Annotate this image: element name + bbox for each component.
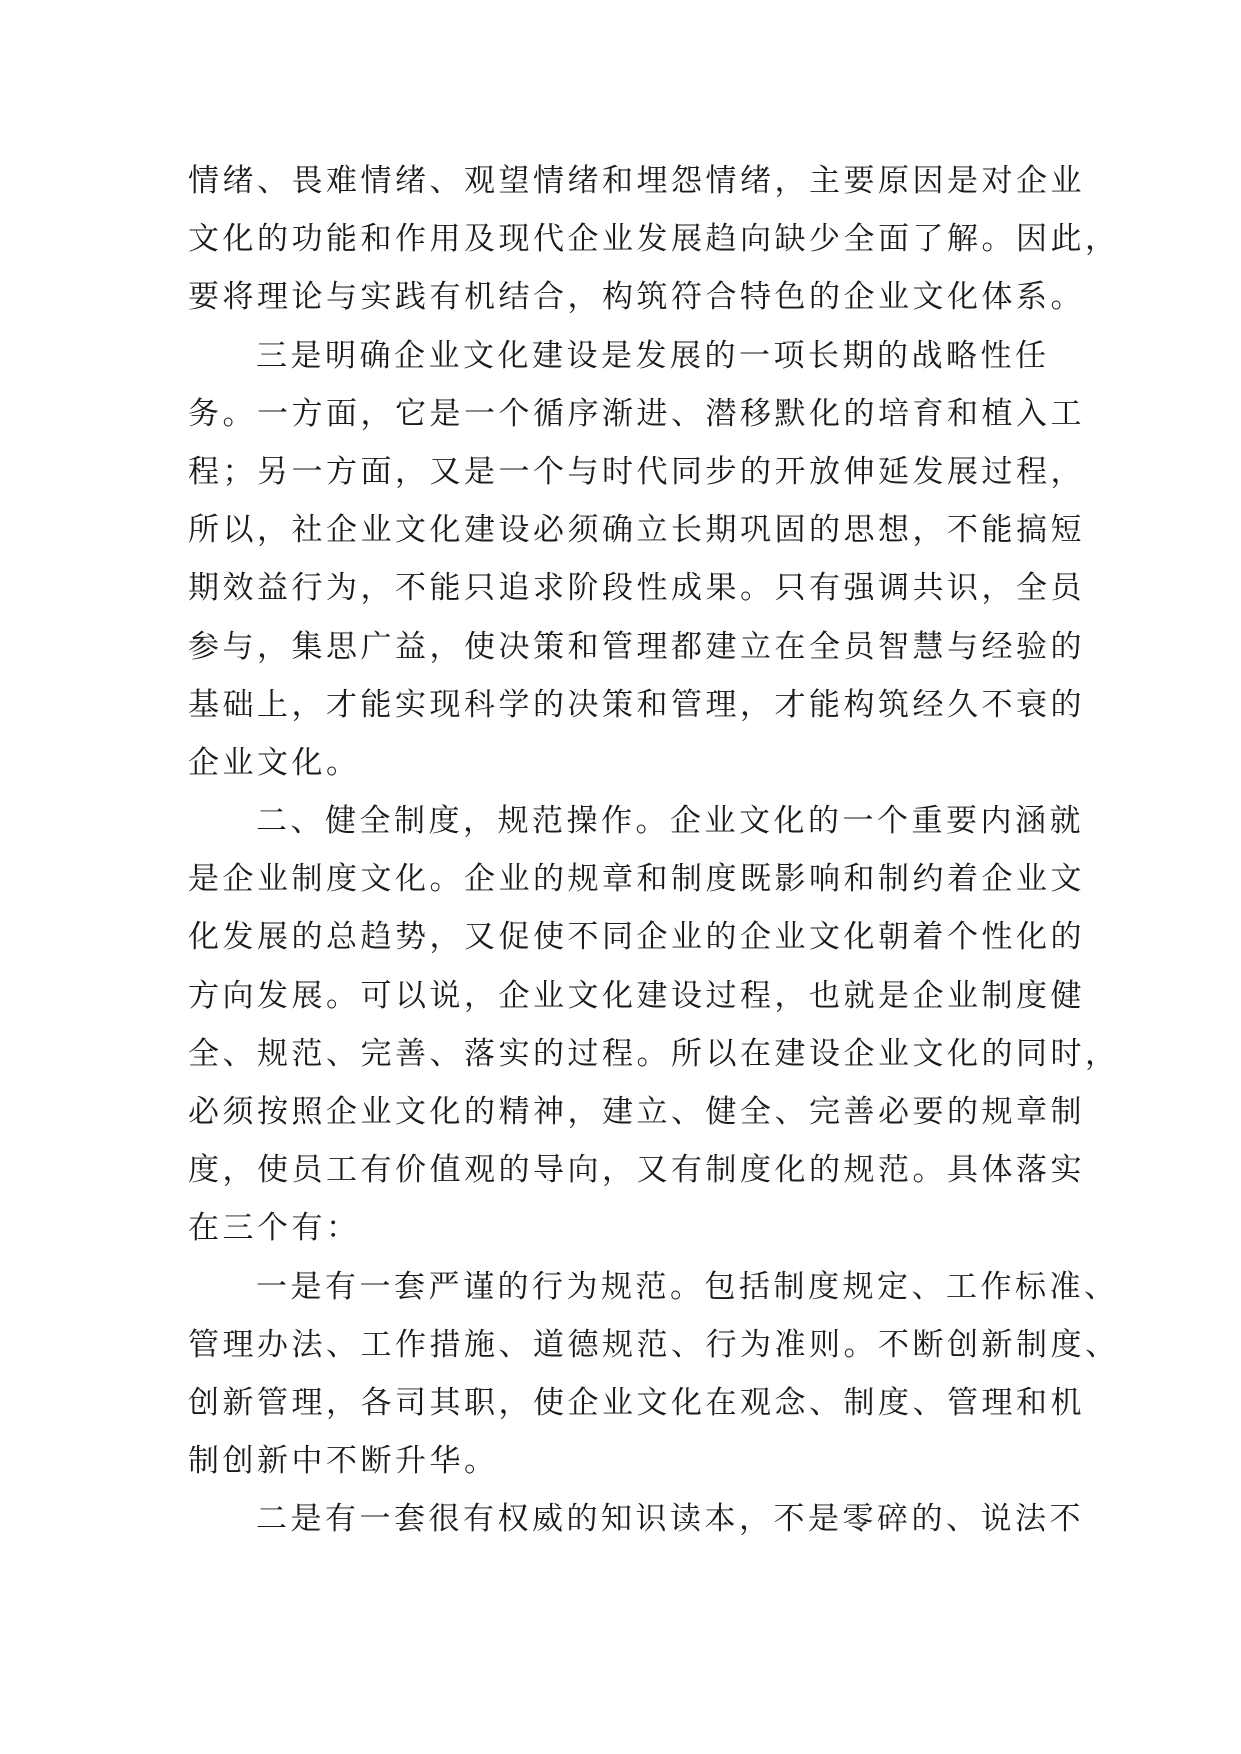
text-line: 情绪、畏难情绪、观望情绪和埋怨情绪，主要原因是对企业 xyxy=(188,163,1085,199)
text-line: 务。一方面，它是一个循序渐进、潜移默化的培育和植入工 xyxy=(188,395,1085,432)
text-line: 度，使员工有价值观的导向，又有制度化的规范。具体落实 xyxy=(188,1152,1085,1189)
text-line: 是企业制度文化。企业的规章和制度既影响和制约着企业文 xyxy=(188,861,1085,898)
text-line: 要将理论与实践有机结合，构筑符合特色的企业文化体系。 xyxy=(188,279,1085,316)
text-line: 参与，集思广益，使决策和管理都建立在全员智慧与经验的 xyxy=(188,628,1085,665)
paragraph-first-line: 一是有一套严谨的行为规范。包括制度规定、工作标准、 xyxy=(256,1268,1119,1305)
paragraph-first-line: 二是有一套很有权威的知识读本，不是零碎的、说法不 xyxy=(256,1501,1084,1538)
text-line: 化发展的总趋势，又促使不同企业的企业文化朝着个性化的 xyxy=(188,919,1085,956)
text-line: 必须按照企业文化的精神，建立、健全、完善必要的规章制 xyxy=(188,1094,1085,1130)
paragraph-first-line: 三是明确企业文化建设是发展的一项长期的战略性任 xyxy=(256,337,1050,374)
text-line: 管理办法、工作措施、道德规范、行为准则。不断创新制度、 xyxy=(188,1326,1120,1363)
text-line: 全、规范、完善、落实的过程。所以在建设企业文化的同时， xyxy=(188,1035,1120,1072)
text-line: 文化的功能和作用及现代企业发展趋向缺少全面了解。因此， xyxy=(188,221,1120,258)
document-body-text xyxy=(188,152,1120,1549)
text-line: 制创新中不断升华。 xyxy=(188,1443,499,1480)
text-line: 基础上，才能实现科学的决策和管理，才能构筑经久不衰的 xyxy=(188,686,1085,723)
text-line: 在三个有： xyxy=(188,1210,361,1247)
text-line: 企业文化。 xyxy=(188,744,361,781)
text-line: 所以，社企业文化建设必须确立长期巩固的思想，不能搞短 xyxy=(188,512,1085,549)
paragraph-first-line: 二、健全制度，规范操作。企业文化的一个重要内涵就 xyxy=(256,803,1084,840)
text-line: 创新管理，各司其职，使企业文化在观念、制度、管理和机 xyxy=(188,1384,1085,1421)
text-line: 程；另一方面，又是一个与时代同步的开放伸延发展过程， xyxy=(188,453,1085,490)
text-line: 方向发展。可以说，企业文化建设过程，也就是企业制度健 xyxy=(188,977,1085,1014)
text-line: 期效益行为，不能只追求阶段性成果。只有强调共识，全员 xyxy=(188,570,1085,607)
